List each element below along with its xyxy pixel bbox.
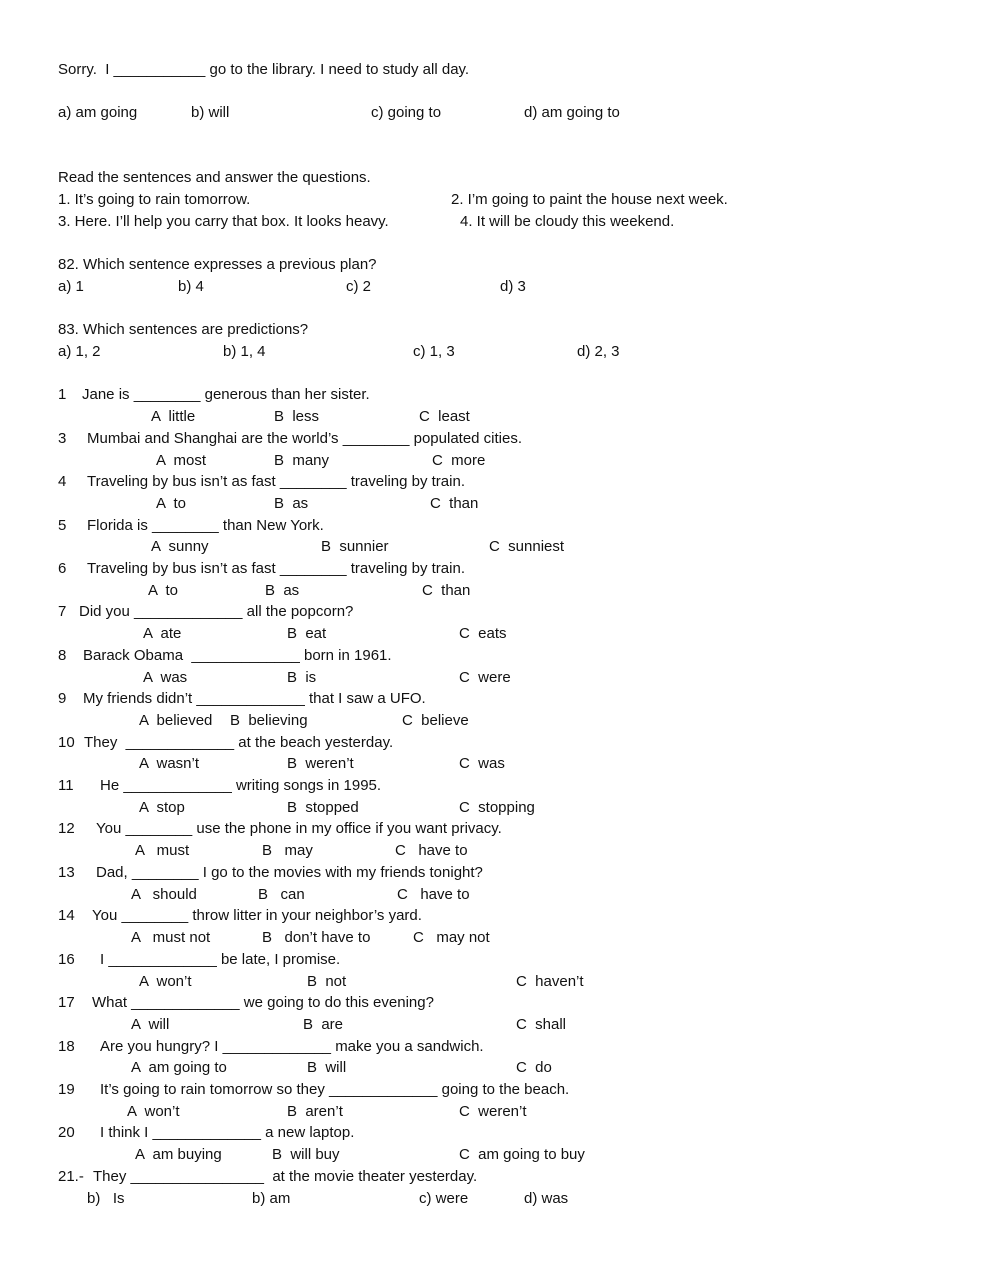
answer-option: A ate — [143, 625, 182, 642]
answer-option: b) 1, 4 — [223, 343, 266, 360]
answer-option: B believing — [230, 712, 308, 729]
answer-option: C was — [459, 755, 505, 772]
answer-option: B don’t have to — [262, 929, 371, 946]
question-stem: I _____________ be late, I promise. — [100, 951, 341, 968]
answer-option: B will buy — [272, 1146, 340, 1163]
question-number: 9 — [58, 690, 67, 707]
reading-sentence: 1. It’s going to rain tomorrow. — [58, 191, 251, 208]
question-number: 17 — [58, 994, 75, 1011]
question-stem: Are you hungry? I _____________ make you a sandwich. — [100, 1038, 484, 1055]
answer-option: d) 2, 3 — [577, 343, 620, 360]
answer-option: C believe — [402, 712, 469, 729]
question-stem: What _____________ we going to do this evening? — [92, 994, 434, 1011]
question-stem: My friends didn’t _____________ that I saw a UFO. — [83, 690, 426, 707]
question-number: 11 — [58, 777, 74, 794]
answer-option: A will — [131, 1016, 170, 1033]
question-number: 10 — [58, 734, 75, 751]
question-stem: You ________ throw litter in your neighbor’s yard. — [92, 907, 422, 924]
answer-option: c) going to — [371, 104, 442, 121]
question-number: 16 — [58, 951, 75, 968]
question-stem: You ________ use the phone in my office if you want privacy. — [96, 820, 502, 837]
question-number: 6 — [58, 560, 67, 577]
answer-option: C more — [432, 452, 486, 469]
question-stem: He _____________ writing songs in 1995. — [100, 777, 382, 794]
answer-option: d) 3 — [500, 278, 526, 295]
question-number: 3 — [58, 430, 67, 447]
answer-option: A must — [135, 842, 190, 859]
answer-option: B can — [258, 886, 305, 903]
answer-option: A to — [148, 582, 179, 599]
answer-option: C than — [422, 582, 471, 599]
answer-option: B as — [274, 495, 309, 512]
answer-option: A wasn’t — [139, 755, 200, 772]
question-stem: Jane is ________ generous than her sister. — [82, 386, 370, 403]
question-number: 21.- — [58, 1168, 84, 1185]
question-stem: Barack Obama _____________ born in 1961. — [83, 647, 392, 664]
answer-option: C haven’t — [516, 973, 584, 990]
answer-option: A stop — [139, 799, 185, 816]
answer-option: C have to — [397, 886, 470, 903]
answer-option: b) 4 — [178, 278, 204, 295]
question-number: 18 — [58, 1038, 75, 1055]
answer-option: C shall — [516, 1016, 567, 1033]
answer-option: C sunniest — [489, 538, 565, 555]
answer-option: C do — [516, 1059, 552, 1076]
answer-option: a) 1 — [58, 278, 84, 295]
question-stem: 82. Which sentence expresses a previous plan? — [58, 256, 377, 273]
answer-option: A must not — [131, 929, 211, 946]
question-stem: Sorry. I ___________ go to the library. I need to study all day. — [58, 61, 470, 78]
answer-option: A won’t — [139, 973, 192, 990]
answer-option: d) was — [524, 1190, 569, 1207]
question-number: 13 — [58, 864, 75, 881]
answer-option: C weren’t — [459, 1103, 527, 1120]
answer-option: C were — [459, 669, 511, 686]
question-stem: Traveling by bus isn’t as fast ________ traveling by train. — [87, 473, 465, 490]
question-number: 5 — [58, 517, 67, 534]
reading-sentence: 4. It will be cloudy this weekend. — [460, 213, 675, 230]
question-number: 12 — [58, 820, 75, 837]
answer-option: b) will — [191, 104, 230, 121]
answer-option: C may not — [413, 929, 490, 946]
question-number: 8 — [58, 647, 67, 664]
answer-option: A sunny — [151, 538, 209, 555]
question-number: 19 — [58, 1081, 75, 1098]
answer-option: b) Is — [87, 1190, 125, 1207]
answer-option: d) am going to — [524, 104, 620, 121]
question-stem: I think I _____________ a new laptop. — [100, 1124, 355, 1141]
answer-option: B will — [307, 1059, 347, 1076]
answer-option: B as — [265, 582, 300, 599]
answer-option: a) 1, 2 — [58, 343, 101, 360]
answer-option: c) were — [419, 1190, 469, 1207]
question-stem: Did you _____________ all the popcorn? — [79, 603, 354, 620]
answer-option: B weren’t — [287, 755, 354, 772]
answer-option: C am going to buy — [459, 1146, 585, 1163]
answer-option: A am buying — [135, 1146, 222, 1163]
question-number: 7 — [58, 603, 67, 620]
answer-option: A should — [131, 886, 197, 903]
answer-option: C have to — [395, 842, 468, 859]
answer-option: B is — [287, 669, 317, 686]
question-stem: 83. Which sentences are predictions? — [58, 321, 309, 338]
answer-option: B stopped — [287, 799, 359, 816]
question-number: 20 — [58, 1124, 75, 1141]
answer-option: C than — [430, 495, 479, 512]
question-stem: Mumbai and Shanghai are the world’s ________ populated cities. — [87, 430, 523, 447]
answer-option: A little — [151, 408, 196, 425]
question-stem: They _____________ at the beach yesterday. — [84, 734, 394, 751]
answer-option: B less — [274, 408, 320, 425]
answer-option: A believed — [139, 712, 213, 729]
question-number: 1 — [58, 386, 67, 403]
question-stem: Traveling by bus isn’t as fast ________ traveling by train. — [87, 560, 465, 577]
answer-option: C stopping — [459, 799, 535, 816]
question-stem: They ________________ at the movie theater yesterday. — [93, 1168, 478, 1185]
answer-option: A was — [143, 669, 188, 686]
answer-option: B are — [303, 1016, 344, 1033]
answer-option: c) 2 — [346, 278, 372, 295]
question-stem: Dad, ________ I go to the movies with my friends tonight? — [96, 864, 483, 881]
answer-option: A most — [156, 452, 207, 469]
answer-option: B eat — [287, 625, 327, 642]
answer-option: B many — [274, 452, 330, 469]
answer-option: a) am going — [58, 104, 138, 121]
answer-option: c) 1, 3 — [413, 343, 455, 360]
answer-option: B sunnier — [321, 538, 389, 555]
question-stem: Florida is ________ than New York. — [87, 517, 324, 534]
reading-sentence: 2. I’m going to paint the house next week. — [451, 191, 728, 208]
answer-option: C eats — [459, 625, 507, 642]
answer-option: B not — [307, 973, 347, 990]
reading-sentence: 3. Here. I’ll help you carry that box. It looks heavy. — [58, 213, 389, 230]
question-number: 4 — [58, 473, 67, 490]
answer-option: B aren’t — [287, 1103, 343, 1120]
answer-option: A won’t — [127, 1103, 180, 1120]
answer-option: C least — [419, 408, 470, 425]
answer-option: B may — [262, 842, 313, 859]
answer-option: b) am — [252, 1190, 291, 1207]
question-number: 14 — [58, 907, 75, 924]
answer-option: A to — [156, 495, 187, 512]
answer-option: A am going to — [131, 1059, 227, 1076]
question-stem: It’s going to rain tomorrow so they _____________ going to the beach. — [100, 1081, 570, 1098]
reading-instruction: Read the sentences and answer the questions. — [58, 169, 371, 186]
